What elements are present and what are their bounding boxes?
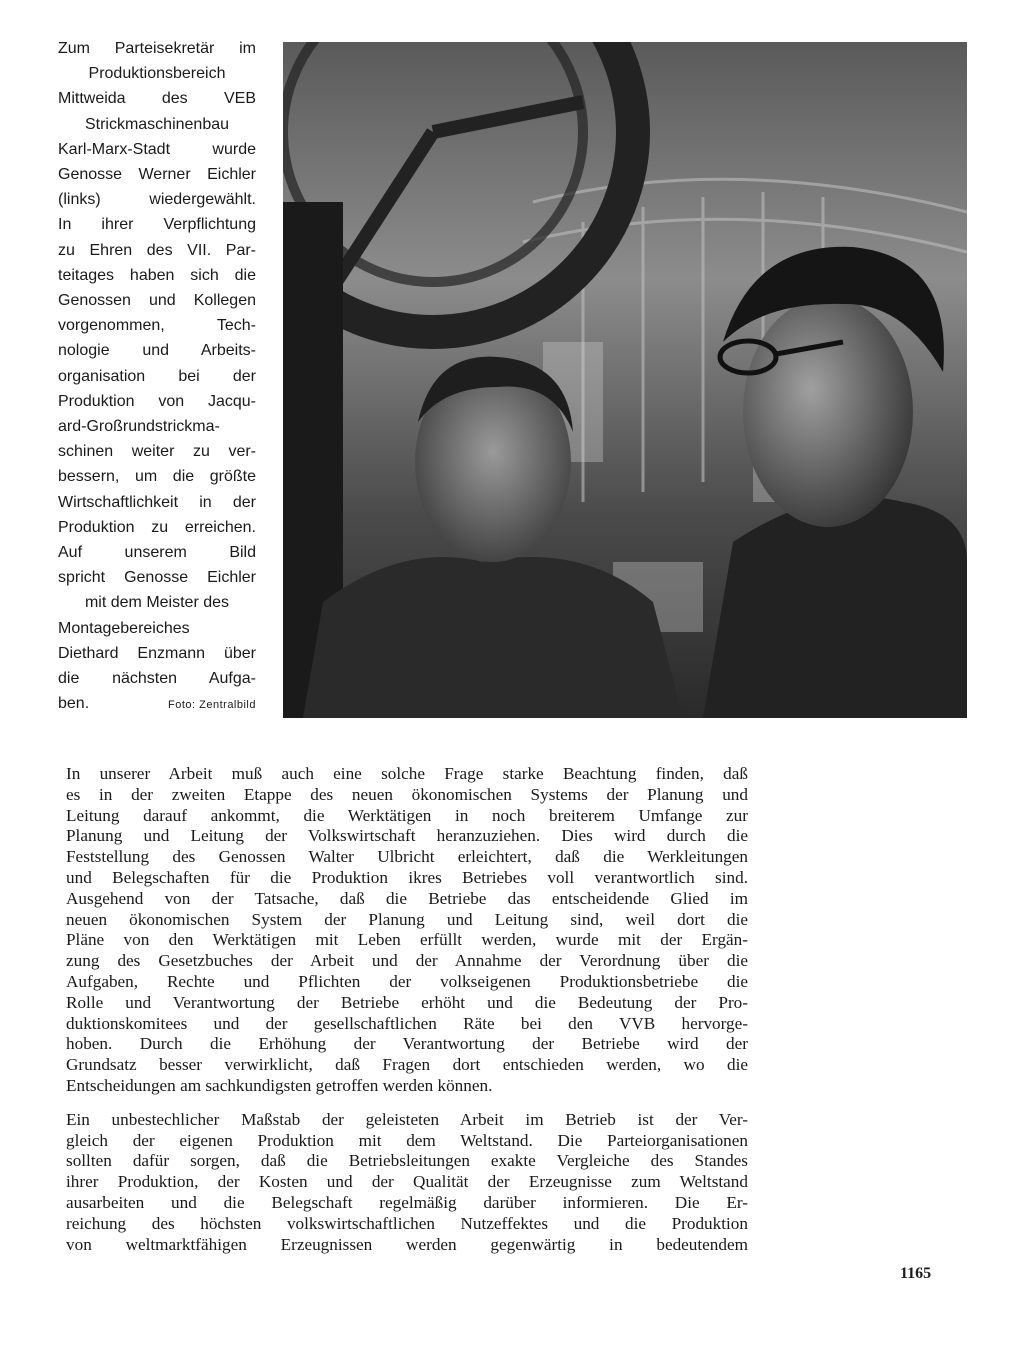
text-line: Ausgehend von der Tatsache, daß die Betriebe das entscheidende Glied im [66,888,748,908]
photo-caption [58,36,256,718]
caption-line: ard-Großrundstrickma- [58,418,220,436]
caption-line: nologie und Arbeits- [58,342,256,360]
caption-line: spricht Genosse Eichler [58,569,256,587]
caption-line: In ihrer Verpflichtung [58,216,256,234]
text-line: von weltmarktfähigen Erzeugnissen werden gegenwärtig in bedeutendem [66,1234,748,1254]
paragraph-2 [66,1110,748,1256]
text-line: In unserer Arbeit muß auch eine solche Frage starke Beachtung finden, daß [66,764,748,783]
caption-line: bessern, um die größte [58,468,256,486]
caption-line: schinen weiter zu ver- [58,443,256,461]
caption-line: Produktion zu erreichen. [58,518,256,536]
text-line: Grundsatz besser verwirklicht, daß Fragen dort entschieden werden, wo die [66,1055,748,1075]
text-line: es in der zweiten Etappe des neuen ökonomischen Systems der Planung und [66,784,748,804]
caption-line: Genosse Werner Eichler [58,166,256,184]
caption-line: teitages haben sich die [58,266,256,284]
text-line: Rolle und Verantwortung der Betriebe erhöht und die Bedeutung der Pro- [66,992,748,1012]
page-number: 1165 [900,1265,932,1282]
photo-credit: Foto: Zentralbild [168,699,256,712]
text-line: sollten dafür sorgen, daß die Betriebsleitungen exakte Vergleiche des Standes [66,1151,748,1171]
caption-line: Wirtschaftlichkeit in der [58,493,256,511]
factory-photo [283,42,967,718]
caption-line: Mittweida des VEB [58,90,256,108]
text-line: Pläne von den Werktätigen mit Leben erfüllt werden, wurde mit der Ergän- [66,930,748,950]
text-line: gleich der eigenen Produktion mit dem Weltstand. Die Parteiorganisationen [66,1130,748,1150]
caption-line: Zum Parteisekretär im [58,40,256,57]
text-line: ausarbeiten und die Belegschaft regelmäßig darüber informieren. Die Er- [66,1192,748,1212]
text-line: Planung und Leitung der Volkswirtschaft heranzuziehen. Dies wird durch die [66,826,748,846]
caption-line: (links) wiedergewählt. [58,191,256,209]
text-line: duktionskomitees und der gesellschaftlichen Räte bei den VVB hervorge- [66,1013,748,1033]
factory-photo-icon [283,42,967,718]
text-line: zung des Gesetzbuches der Arbeit und der Annahme der Verordnung über die [66,951,748,971]
text-line: neuen ökonomischen System der Planung und Leitung sind, weil dort die [66,909,748,929]
caption-line: Karl-Marx-Stadt wurde [58,140,256,158]
caption-line: Diethard Enzmann über [58,644,256,662]
caption-last-line [58,691,256,718]
caption-lines [58,36,256,691]
text-line: ihrer Produktion, der Kosten und der Qualität der Erzeugnisse zum Weltstand [66,1172,748,1192]
caption-line: Produktion von Jacqu- [58,392,256,410]
caption-line: Produktionsbereich [88,65,226,83]
text-line: Aufgaben, Rechte und Pflichten der volkseigenen Produktionsbetriebe die [66,971,748,991]
text-line: Feststellung des Genossen Walter Ulbricht erleichtert, daß die Werkleitungen [66,847,748,867]
caption-line: Strickmaschinenbau [84,115,230,133]
caption-line: mit dem Meister des [84,594,230,612]
text-line: und Belegschaften für die Produktion ikres Betriebes voll verantwortlich sind. [66,867,748,887]
caption-line: zu Ehren des VII. Par- [58,241,256,259]
caption-line: vorgenommen, Tech- [58,317,256,335]
caption-line: Genossen und Kollegen [58,292,256,310]
article-text [66,764,748,1255]
caption-line: Auf unserem Bild [58,544,256,562]
paragraph-1 [66,764,748,1097]
caption-line: Montagebereiches [58,619,190,637]
text-line: Ein unbestechlicher Maßstab der geleisteten Arbeit im Betrieb ist der Ver- [66,1109,748,1129]
caption-line: organisation bei der [58,367,256,385]
text-line: hoben. Durch die Erhöhung der Verantwortung der Betriebe wird der [66,1034,748,1054]
caption-line: die nächsten Aufga- [58,670,256,688]
caption-last-word: ben. [58,695,90,713]
text-line: reichung des höchsten volkswirtschaftlichen Nutzeffektes und die Produktion [66,1213,748,1233]
text-line: Leitung darauf ankommt, die Werktätigen in noch breiterem Umfange zur [66,805,748,825]
text-line: Entscheidungen am sachkundigsten getroffen werden können. [66,1075,493,1095]
